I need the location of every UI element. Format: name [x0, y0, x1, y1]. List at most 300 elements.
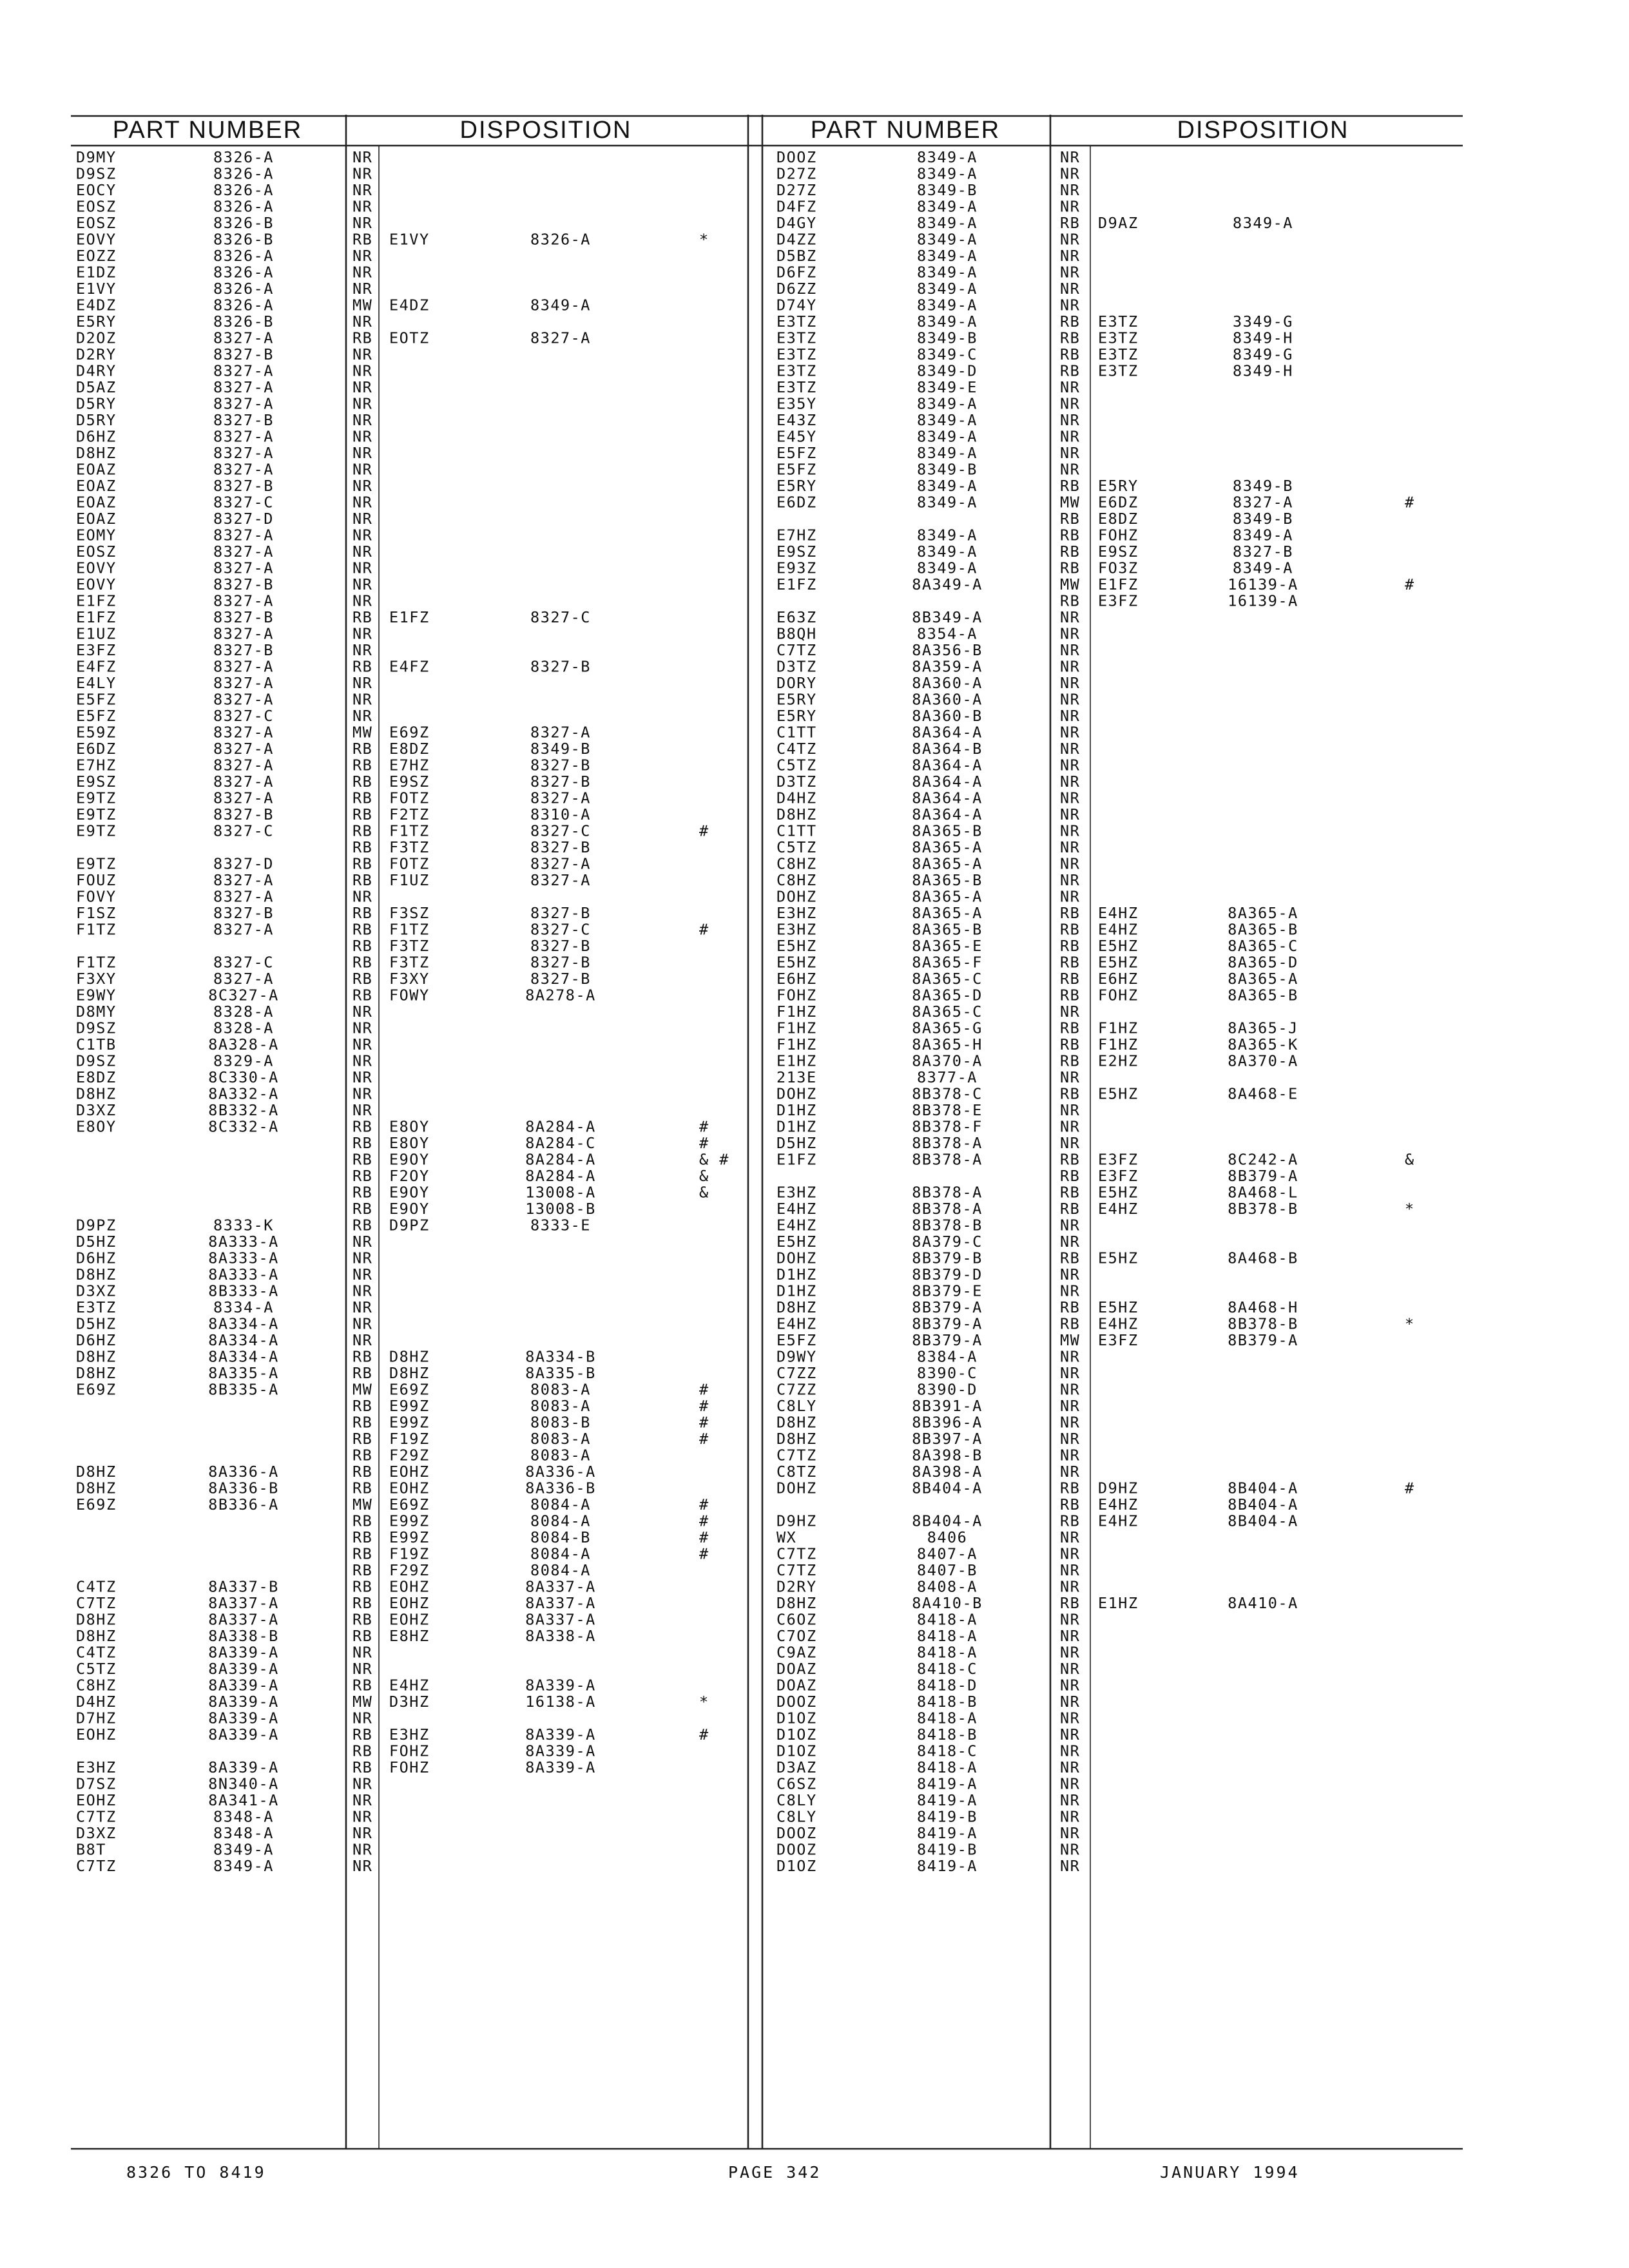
part-number: 8B379-D [912, 1265, 983, 1283]
table-row [76, 871, 591, 889]
table-row [76, 1709, 372, 1727]
disposition-code: RB [1060, 214, 1081, 232]
table-row [352, 1430, 709, 1448]
part-code: D4ZZ [776, 230, 817, 249]
replacement-part: 8349-H [1233, 329, 1293, 347]
disposition-code: RB [352, 773, 373, 791]
part-number: 8A339-A [208, 1676, 279, 1695]
replacement-code: FOHZ [389, 1758, 430, 1776]
table-row [776, 1528, 1080, 1546]
part-code: C1TT [776, 723, 817, 742]
disposition-code: RB [352, 1150, 373, 1169]
part-number: 8390-C [917, 1364, 978, 1382]
table-row [76, 954, 591, 972]
replacement-code: E9OY [389, 1183, 430, 1202]
part-code: EOSZ [76, 543, 117, 561]
table-row [776, 1545, 1080, 1563]
part-number: 8349-A [213, 1840, 274, 1859]
part-number: 8349-A [917, 164, 978, 183]
replacement-part: 8B379-A [1228, 1331, 1298, 1349]
table-row [76, 280, 372, 298]
part-code: F1HZ [776, 1003, 817, 1021]
replacement-part: 8327-B [530, 657, 591, 676]
disposition-code: NR [352, 510, 373, 528]
disposition-code: NR [1060, 1101, 1081, 1119]
part-code: E1FZ [76, 608, 117, 626]
part-code: FOVY [76, 887, 117, 906]
replacement-code: E5HZ [1098, 953, 1139, 972]
disposition-code: RB [352, 1446, 373, 1465]
part-code: FOHZ [776, 986, 817, 1004]
table-row [76, 1381, 709, 1399]
table-row [76, 789, 591, 807]
replacement-part: 8A339-A [525, 1758, 596, 1776]
table-row [76, 1824, 372, 1842]
replacement-code: F1HZ [1098, 1035, 1139, 1053]
replacement-part: 8084-B [530, 1528, 591, 1546]
disposition-code: NR [1060, 1791, 1081, 1809]
replacement-code: E4HZ [1098, 904, 1139, 922]
part-number: 8A360-B [912, 707, 983, 725]
table-row [776, 904, 1298, 922]
disposition-code: NR [1060, 657, 1081, 676]
replacement-code: E1FZ [1098, 575, 1139, 593]
part-code: D5AZ [76, 378, 117, 396]
replacement-part: 8327-B [530, 937, 591, 955]
replacement-part: 8349-B [1233, 477, 1293, 495]
note-mark: * [1405, 1314, 1415, 1333]
replacement-code: E6HZ [1098, 970, 1139, 988]
disposition-code: RB [1060, 1150, 1081, 1169]
table-row [776, 1611, 1080, 1629]
part-number: 8A370-A [912, 1052, 983, 1070]
part-code: C7ZZ [776, 1364, 817, 1382]
part-number: 8B378-E [912, 1101, 983, 1119]
table-row [76, 608, 591, 626]
part-number: 8A339-A [208, 1709, 279, 1727]
table-row [76, 1495, 709, 1514]
disposition-code: NR [1060, 280, 1081, 298]
disposition-code: RB [352, 986, 373, 1004]
part-number: 8349-B [917, 181, 978, 199]
table-row [776, 658, 1080, 676]
part-number: 8349-A [917, 230, 978, 249]
replacement-code: EOHZ [389, 1479, 430, 1497]
table-row [776, 198, 1080, 216]
part-code: EOVY [76, 559, 117, 577]
disposition-code: NR [1060, 427, 1081, 446]
disposition-code: RB [352, 1528, 373, 1546]
disposition-code: NR [352, 427, 373, 446]
replacement-part: 8A365-B [1228, 920, 1298, 939]
replacement-code: FOTZ [389, 789, 430, 807]
replacement-code: E4HZ [1098, 1495, 1139, 1514]
part-code: E63Z [776, 608, 817, 626]
part-number: 8377-A [917, 1068, 978, 1086]
disposition-code: RB [352, 657, 373, 676]
part-number: 8A341-A [208, 1791, 279, 1809]
part-number: 8406 [927, 1528, 968, 1546]
part-code: D8HZ [76, 1347, 117, 1366]
part-number: 8418-A [917, 1709, 978, 1727]
part-code: E5HZ [776, 953, 817, 972]
part-code: D9WY [776, 1347, 817, 1366]
note-mark: & [699, 1167, 709, 1185]
part-code: E4FZ [76, 657, 117, 676]
replacement-part: 8A365-A [1228, 970, 1298, 988]
replacement-code: FOTZ [389, 854, 430, 873]
table-row [776, 214, 1293, 232]
part-number: 8B378-A [912, 1200, 983, 1218]
disposition-code: RB [1060, 591, 1081, 610]
part-code: E1UZ [76, 624, 117, 643]
replacement-part: 8084-A [530, 1544, 591, 1563]
part-code: E3HZ [776, 920, 817, 939]
disposition-code: NR [1060, 263, 1081, 282]
part-number: 8327-A [213, 690, 274, 709]
part-code: D27Z [776, 164, 817, 183]
part-number: 8B378-B [912, 1216, 983, 1235]
table-row [776, 1742, 1080, 1760]
table-row [776, 1052, 1298, 1070]
replacement-part: 8349-B [1233, 510, 1293, 528]
part-code: E8DZ [76, 1068, 117, 1086]
part-number: 8327-A [213, 920, 274, 939]
table-row [776, 148, 1080, 166]
table-row [776, 1348, 1080, 1366]
replacement-part: 8084-A [530, 1512, 591, 1530]
table-row [776, 1381, 1080, 1399]
part-code: D9SZ [76, 1019, 117, 1037]
note-mark: & [1405, 1150, 1415, 1169]
part-number: 8326-B [213, 214, 274, 232]
table-row [776, 428, 1080, 446]
replacement-code: E7HZ [389, 756, 430, 774]
part-number: 8326-B [213, 230, 274, 249]
table-row [776, 1184, 1298, 1202]
part-code: E1DZ [76, 263, 117, 282]
disposition-code: NR [352, 674, 373, 692]
replacement-part: 8A337-A [525, 1594, 596, 1612]
disposition-code: NR [1060, 411, 1081, 429]
disposition-code: NR [1060, 1265, 1081, 1283]
table-row [76, 559, 372, 577]
table-row [776, 740, 1080, 758]
part-code: EOMY [76, 526, 117, 544]
table-row [776, 329, 1293, 347]
part-code: E3TZ [776, 345, 817, 363]
disposition-code: NR [352, 1840, 373, 1859]
table-row [776, 954, 1298, 972]
replacement-code: E9SZ [389, 773, 430, 791]
replacement-part: 8327-A [530, 871, 591, 889]
disposition-code: NR [1060, 740, 1081, 758]
table-row [76, 1758, 596, 1776]
part-number: 8349-A [917, 312, 978, 331]
table-row [76, 461, 372, 479]
part-number: 8354-A [917, 624, 978, 643]
replacement-part: 8083-A [530, 1397, 591, 1415]
part-number: 8327-B [213, 411, 274, 429]
part-code: E93Z [776, 559, 817, 577]
part-number: 8A364-B [912, 740, 983, 758]
replacement-part: 8083-B [530, 1413, 591, 1432]
part-code: C7TZ [76, 1857, 117, 1875]
replacement-code: E99Z [389, 1512, 430, 1530]
part-number: 8A328-A [208, 1035, 279, 1053]
replacement-part: 8A468-H [1228, 1298, 1298, 1316]
disposition-code: NR [1060, 822, 1081, 840]
table-row [776, 921, 1298, 939]
part-code: D5HZ [76, 1314, 117, 1333]
table-row [76, 1249, 372, 1267]
replacement-part: 8A334-B [525, 1347, 596, 1366]
replacement-code: F3SZ [389, 904, 430, 922]
part-number: 8328-A [213, 1003, 274, 1021]
note-mark: # [699, 822, 709, 840]
part-number: 8407-A [917, 1544, 978, 1563]
table-row [776, 1282, 1080, 1300]
part-number: 8327-B [213, 477, 274, 495]
disposition-code: RB [352, 1610, 373, 1629]
part-number: 8327-A [213, 970, 274, 988]
disposition-code: NR [352, 197, 373, 216]
part-code: D9HZ [776, 1512, 817, 1530]
disposition-code: RB [352, 1347, 373, 1366]
table-row [352, 1200, 596, 1218]
disposition-code: NR [352, 1807, 373, 1826]
part-code: C4TZ [76, 1577, 117, 1596]
replacement-code: E8DZ [1098, 510, 1139, 528]
replacement-part: 8A365-C [1228, 937, 1298, 955]
replacement-code: E4HZ [1098, 1200, 1139, 1218]
part-number: 8A360-A [912, 690, 983, 709]
disposition-code: NR [352, 690, 373, 709]
replacement-part: 8A284-A [525, 1150, 596, 1169]
part-code: C6SZ [776, 1774, 817, 1793]
table-row [76, 264, 372, 282]
part-code: WX [776, 1528, 797, 1546]
table-row [76, 362, 372, 380]
disposition-code: NR [1060, 608, 1081, 626]
table-row [776, 756, 1080, 774]
part-code: 213E [776, 1068, 817, 1086]
disposition-code: NR [352, 378, 373, 396]
disposition-code: RB [352, 1676, 373, 1695]
table-row [76, 1315, 372, 1333]
part-code: E6DZ [76, 740, 117, 758]
table-row [776, 1298, 1298, 1316]
part-number: 8327-A [213, 756, 274, 774]
part-number: 8326-A [213, 181, 274, 199]
table-row [776, 362, 1293, 380]
part-code: E5RY [776, 477, 817, 495]
table-row [776, 1151, 1415, 1169]
disposition-code: NR [352, 624, 373, 643]
part-code: C1TT [776, 822, 817, 840]
part-code: E9SZ [776, 543, 817, 561]
disposition-code: NR [352, 1101, 373, 1119]
part-code: D1HZ [776, 1282, 817, 1300]
disposition-code: NR [1060, 1117, 1081, 1136]
part-number: 8327-A [213, 460, 274, 479]
table-row [76, 231, 709, 249]
table-row [76, 904, 591, 922]
replacement-code: E1HZ [1098, 1594, 1139, 1612]
replacement-part: 8B404-A [1228, 1495, 1298, 1514]
replacement-part: 8333-E [530, 1216, 591, 1235]
part-code: E4DZ [76, 296, 117, 314]
note-mark: # [699, 1380, 709, 1399]
header-part-number-left: PART NUMBER [112, 117, 303, 144]
part-number: 8326-A [213, 247, 274, 265]
table-row [776, 1364, 1080, 1382]
disposition-code: NR [352, 1003, 373, 1021]
part-code: DOHZ [776, 1479, 817, 1497]
part-number: 8349-C [917, 345, 978, 363]
part-code: E69Z [76, 1380, 117, 1399]
disposition-code: NR [1060, 1807, 1081, 1826]
table-row [352, 1414, 709, 1432]
part-code: DOHZ [776, 1249, 817, 1267]
note-mark: # [699, 1413, 709, 1432]
table-row [76, 805, 591, 823]
replacement-code: E99Z [389, 1528, 430, 1546]
disposition-code: NR [352, 181, 373, 199]
part-number: 8349-A [917, 247, 978, 265]
replacement-part: 8A335-B [525, 1364, 596, 1382]
part-number: 8348-A [213, 1807, 274, 1826]
part-number: 8A365-B [912, 920, 983, 939]
disposition-code: NR [352, 559, 373, 577]
part-number: 8A339-A [208, 1693, 279, 1711]
replacement-code: EOHZ [389, 1610, 430, 1629]
replacement-part: 8327-C [530, 920, 591, 939]
replacement-code: E3FZ [1098, 1150, 1139, 1169]
disposition-code: NR [352, 361, 373, 380]
part-code: F1HZ [776, 1035, 817, 1053]
part-number: 8B378-A [912, 1183, 983, 1202]
note-mark: & [699, 1183, 709, 1202]
replacement-code: E69Z [389, 1380, 430, 1399]
table-row [776, 1627, 1080, 1645]
part-number: 8A334-A [208, 1347, 279, 1366]
part-number: 8A365-A [912, 838, 983, 856]
table-row [352, 1512, 709, 1530]
part-code: C7ZZ [776, 1380, 817, 1399]
table-row [776, 1265, 1080, 1283]
part-code: E4HZ [776, 1200, 817, 1218]
replacement-part: 13008-A [525, 1183, 596, 1202]
disposition-code: NR [1060, 1610, 1081, 1629]
part-number: 8327-D [213, 510, 274, 528]
replacement-part: 8A468-L [1228, 1183, 1298, 1202]
replacement-code: E1FZ [389, 608, 430, 626]
part-number: 8A364-A [912, 773, 983, 791]
replacement-code: E3FZ [1098, 1167, 1139, 1185]
disposition-code: NR [352, 1035, 373, 1053]
disposition-code: NR [352, 575, 373, 593]
table-row [76, 1364, 596, 1382]
disposition-code: NR [352, 460, 373, 479]
disposition-code: RB [1060, 1167, 1081, 1185]
disposition-code: NR [1060, 838, 1081, 856]
part-code: E43Z [776, 411, 817, 429]
table-row [76, 986, 596, 1004]
part-number: 8A365-A [912, 887, 983, 906]
table-row [1060, 592, 1298, 610]
part-code: E3HZ [776, 1183, 817, 1202]
replacement-part: 8A365-D [1228, 953, 1298, 972]
part-number: 8327-A [213, 887, 274, 906]
part-number: 8327-A [213, 871, 274, 889]
replacement-part: 8A338-A [525, 1627, 596, 1645]
part-number: 8349-A [917, 444, 978, 462]
disposition-code: NR [1060, 1561, 1081, 1579]
part-number: 8327-A [213, 591, 274, 610]
disposition-code: NR [352, 1265, 373, 1283]
note-mark: # [699, 1512, 709, 1530]
part-code: D8HZ [76, 1364, 117, 1382]
disposition-code: NR [1060, 1463, 1081, 1481]
replacement-code: E3FZ [1098, 1331, 1139, 1349]
replacement-code: E3FZ [1098, 591, 1139, 610]
replacement-part: 8A339-A [525, 1725, 596, 1744]
replacement-code: D9HZ [1098, 1479, 1139, 1497]
part-number: 8326-A [213, 148, 274, 166]
replacement-part: 8084-A [530, 1561, 591, 1579]
part-number: 8327-C [213, 822, 274, 840]
note-mark: # [699, 1528, 709, 1546]
part-number: 8A365-C [912, 970, 983, 988]
part-code: C4TZ [76, 1643, 117, 1662]
disposition-code: MW [1060, 493, 1081, 512]
disposition-code: RB [1060, 1019, 1081, 1037]
part-number: 8334-A [213, 1298, 274, 1316]
part-number: 8327-B [213, 641, 274, 659]
disposition-code: NR [1060, 1693, 1081, 1711]
table-row [76, 1479, 596, 1497]
table-row [76, 1101, 372, 1119]
part-number: 8349-A [917, 263, 978, 282]
replacement-code: F3TZ [389, 953, 430, 972]
replacement-part: 8327-B [1233, 543, 1293, 561]
disposition-code: RB [352, 1216, 373, 1235]
part-number: 8326-A [213, 296, 274, 314]
part-code: F1SZ [76, 904, 117, 922]
table-row [76, 444, 372, 462]
replacement-part: 8083-A [530, 1380, 591, 1399]
table-row [776, 1200, 1415, 1218]
part-code: D2OZ [76, 329, 117, 347]
replacement-part: 16139-A [1228, 591, 1298, 610]
replacement-code: E4HZ [1098, 1512, 1139, 1530]
disposition-code: NR [352, 280, 373, 298]
part-number: 8A339-A [208, 1758, 279, 1776]
table-row [76, 1216, 591, 1235]
disposition-code: NR [352, 887, 373, 906]
part-number: 8327-A [213, 329, 274, 347]
disposition-code: NR [1060, 1413, 1081, 1432]
disposition-code: NR [1060, 1282, 1081, 1300]
table-row [776, 477, 1293, 495]
left-part-list [76, 148, 729, 1875]
part-number: 8327-A [213, 444, 274, 462]
disposition-code: NR [1060, 378, 1081, 396]
disposition-code: RB [352, 953, 373, 972]
part-number: 8327-C [213, 493, 274, 512]
part-code: DOOZ [776, 1840, 817, 1859]
